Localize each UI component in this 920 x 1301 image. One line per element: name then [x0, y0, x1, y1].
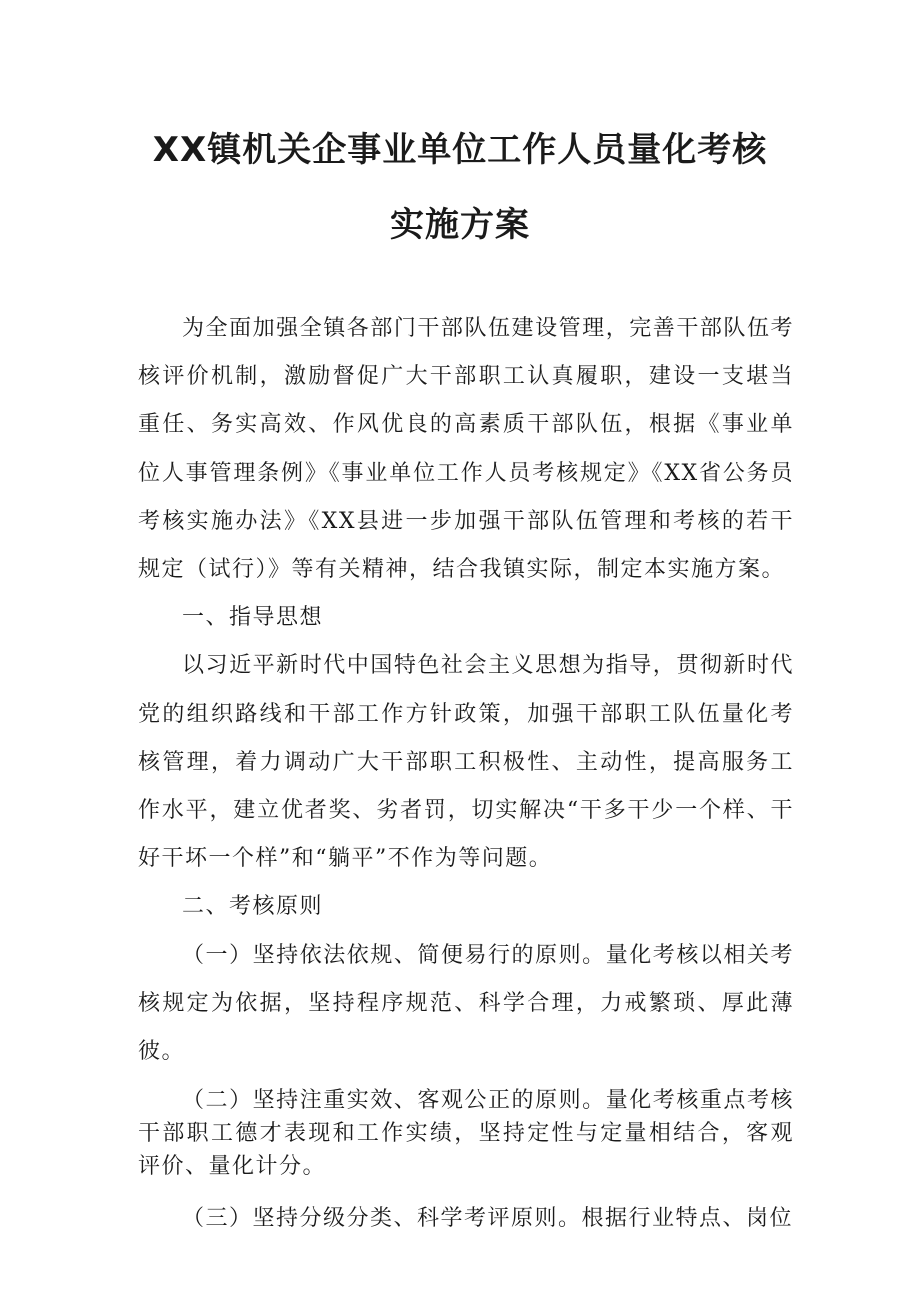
spacer — [138, 1183, 794, 1195]
principle-3-paragraph: （三）坚持分级分类、科学考评原则。根据行业特点、岗位 — [182, 1206, 794, 1232]
principle-1-paragraph: （一）坚持依法依规、简便易行的原则。量化考核以相关考核规定为依据，坚持程序规范、科学合理，力戒繁琐、厚此薄彼。 — [138, 942, 794, 1065]
guiding-ideology-paragraph: 以习近平新时代中国特色社会主义思想为指导，贯彻新时代党的组织路线和干部工作方针政策，加强干部职工队伍量化考核管理，着力调动广大干部职工积极性、主动性，提高服务工作水平，建立优者奖、劣者罚，切实解决“干多干少一个样、干好干坏一个样”和“躺平”不作为等问题。 — [138, 653, 794, 872]
principle-2-paragraph: （二）坚持注重实效、客观公正的原则。量化考核重点考核干部职工德才表现和工作实绩，坚持定性与定量相结合，客观评价、量化计分。 — [138, 1088, 794, 1180]
document-title-line2: 实施方案 — [390, 205, 530, 245]
section-heading-guiding-ideology: 一、指导思想 — [182, 605, 324, 631]
document-title-line1: XX镇机关企事业单位工作人员量化考核 — [152, 130, 768, 170]
document-body — [138, 305, 794, 1243]
section-heading-principles: 二、考核原则 — [182, 894, 324, 920]
intro-paragraph: 为全面加强全镇各部门干部队伍建设管理，完善干部队伍考核评价机制，激励督促广大干部职工认真履职，建设一支堪当重任、务实高效、作风优良的高素质干部队伍，根据《事业单位人事管理条例》《事业单位工作人员考核规定》《XX省公务员考核实施办法》《XX县进一步加强干部队伍管理和考核的若干规定（试行）》等有关精神，结合我镇实际，制定本实施方案。 — [138, 316, 794, 583]
spacer — [138, 1076, 794, 1084]
